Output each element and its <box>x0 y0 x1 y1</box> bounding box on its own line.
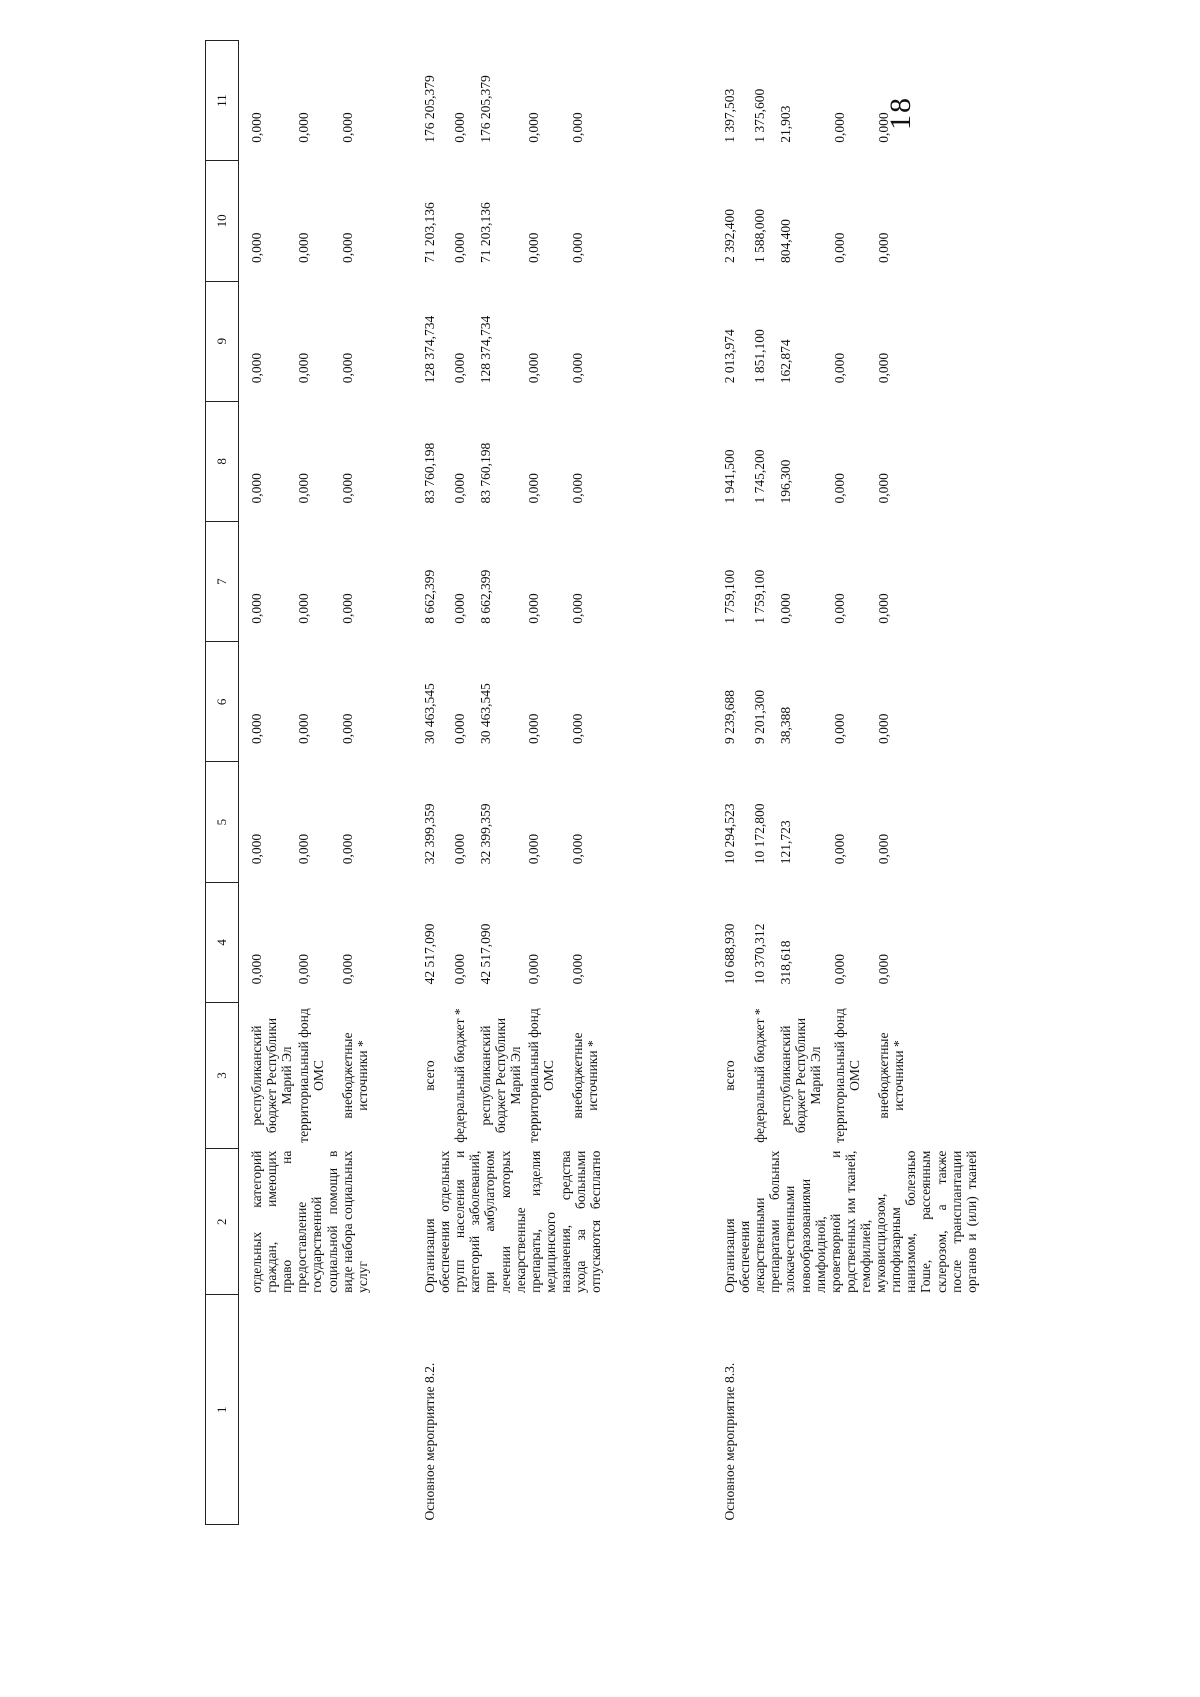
value-cell: 2 013,974 <box>722 329 737 384</box>
value-cell: 128 374,734 <box>422 315 437 384</box>
value-cell: 1 588,000 <box>752 209 767 264</box>
value-cell: 0,000 <box>876 954 891 985</box>
value-cell: 0,000 <box>249 593 264 624</box>
value-cell: 1 941,500 <box>722 449 737 504</box>
table-row <box>239 41 297 1525</box>
funding-source: территориальный фонд ОМС <box>832 1008 863 1143</box>
value-cell: 10 370,312 <box>752 923 767 985</box>
value-cell: 0,000 <box>876 713 891 744</box>
value-cell: 10 688,930 <box>722 923 737 985</box>
value-cell: 804,400 <box>778 219 793 264</box>
value-cell: 0,000 <box>526 954 541 985</box>
value-cell: 8 662,399 <box>422 569 437 624</box>
value-cell: 30 463,545 <box>478 683 493 744</box>
value-cell: 0,000 <box>452 833 467 865</box>
value-cell: 0,000 <box>570 713 585 744</box>
value-cell: 0,000 <box>249 954 264 985</box>
value-cell: 162,874 <box>778 339 793 384</box>
value-cell: 0,000 <box>876 593 891 624</box>
funding-source: федеральный бюджет * <box>752 1008 767 1143</box>
value-cell: 0,000 <box>296 954 311 985</box>
value-cell: 0,000 <box>340 833 355 865</box>
column-header: 7 <box>206 521 239 641</box>
value-cell: 0,000 <box>832 833 847 865</box>
value-cell: 0,000 <box>340 593 355 624</box>
value-cell: 0,000 <box>526 112 541 143</box>
value-cell: 0,000 <box>526 833 541 865</box>
value-cell: 0,000 <box>832 954 847 985</box>
value-cell: 32 399,359 <box>478 803 493 865</box>
funding-source: республиканский бюджет Республики Марий Эл <box>249 1017 295 1134</box>
value-cell: 1 745,200 <box>752 449 767 504</box>
column-header: 8 <box>206 401 239 521</box>
value-cell: 71 203,136 <box>478 202 493 264</box>
value-cell: 0,000 <box>876 833 891 865</box>
value-cell: 1 759,100 <box>752 569 767 624</box>
value-cell: 0,000 <box>296 713 311 744</box>
value-cell: 0,000 <box>526 352 541 384</box>
value-cell: 0,000 <box>249 112 264 143</box>
value-cell: 0,000 <box>526 473 541 504</box>
value-cell: 0,000 <box>570 954 585 985</box>
measure-description: Организация обеспечения отдельных групп населения и категорий заболеваний, при амбулаторном лечении которых лекарственные препараты, изделия медицинского назначения, средства ухода за больными отпускаются бесплатно <box>422 1150 604 1293</box>
value-cell: 0,000 <box>452 593 467 624</box>
value-cell: 121,723 <box>778 820 793 865</box>
value-cell: 0,000 <box>452 954 467 985</box>
rotated-table-container <box>205 40 1025 1525</box>
measure-name: Основное мероприятие 8.2. <box>422 1362 437 1521</box>
budget-table <box>205 40 1056 1525</box>
value-cell: 176 205,379 <box>478 75 493 143</box>
funding-source: всего <box>422 1060 437 1091</box>
value-cell: 0,000 <box>570 833 585 865</box>
value-cell: 0,000 <box>452 713 467 744</box>
column-header: 4 <box>206 882 239 1002</box>
measure-description: отдельных категорий граждан, имеющих право на предоставление государственной социальной помощи в виде набора социальных услуг <box>249 1150 370 1293</box>
funding-source: территориальный фонд ОМС <box>296 1008 327 1143</box>
value-cell: 10 172,800 <box>752 803 767 865</box>
page-number: 18 <box>884 96 917 130</box>
value-cell: 0,000 <box>526 593 541 624</box>
value-cell: 0,000 <box>340 232 355 264</box>
value-cell: 0,000 <box>832 473 847 504</box>
value-cell: 0,000 <box>249 713 264 744</box>
value-cell: 1 851,100 <box>752 329 767 384</box>
value-cell: 0,000 <box>340 112 355 143</box>
value-cell: 0,000 <box>570 232 585 264</box>
value-cell: 42 517,090 <box>422 923 437 985</box>
value-cell: 0,000 <box>340 473 355 504</box>
value-cell: 2 392,400 <box>722 209 737 264</box>
funding-source: республиканский бюджет Республики Марий Эл <box>478 1017 524 1134</box>
value-cell: 0,000 <box>570 473 585 504</box>
column-header: 9 <box>206 281 239 401</box>
value-cell: 0,000 <box>340 352 355 384</box>
value-cell: 0,000 <box>778 593 793 624</box>
value-cell: 0,000 <box>452 232 467 264</box>
value-cell: 0,000 <box>340 713 355 744</box>
value-cell: 0,000 <box>570 593 585 624</box>
value-cell: 0,000 <box>832 232 847 264</box>
value-cell: 0,000 <box>249 352 264 384</box>
value-cell: 1 375,600 <box>752 88 767 143</box>
table-body <box>239 41 1057 1525</box>
value-cell: 71 203,136 <box>422 202 437 264</box>
value-cell: 30 463,545 <box>422 683 437 744</box>
column-header: 6 <box>206 642 239 762</box>
value-cell: 0,000 <box>570 352 585 384</box>
value-cell: 128 374,734 <box>478 315 493 384</box>
column-header: 2 <box>206 1149 239 1295</box>
value-cell: 0,000 <box>340 954 355 985</box>
funding-source: территориальный фонд ОМС <box>526 1008 557 1143</box>
value-cell: 0,000 <box>832 713 847 744</box>
value-cell: 32 399,359 <box>422 803 437 865</box>
value-cell: 0,000 <box>570 112 585 143</box>
value-cell: 38,388 <box>778 706 793 744</box>
funding-source: внебюджетные источники * <box>876 1032 907 1119</box>
funding-source: республиканский бюджет Республики Марий Эл <box>778 1017 824 1134</box>
value-cell: 0,000 <box>296 593 311 624</box>
value-cell: 8 662,399 <box>478 569 493 624</box>
measure-name: Основное мероприятие 8.3. <box>722 1362 737 1521</box>
value-cell: 10 294,523 <box>722 803 737 865</box>
value-cell: 83 760,198 <box>478 442 493 504</box>
table-row <box>690 41 752 1525</box>
value-cell: 0,000 <box>296 232 311 264</box>
value-cell: 0,000 <box>876 352 891 384</box>
value-cell: 1 759,100 <box>722 569 737 624</box>
value-cell: 9 201,300 <box>752 689 767 744</box>
funding-source: внебюджетные источники * <box>340 1032 371 1119</box>
funding-source: внебюджетные источники * <box>570 1032 601 1119</box>
value-cell: 0,000 <box>832 352 847 384</box>
column-header: 5 <box>206 762 239 882</box>
value-cell: 176 205,379 <box>422 75 437 143</box>
value-cell: 0,000 <box>526 713 541 744</box>
funding-source: всего <box>722 1060 737 1091</box>
value-cell: 0,000 <box>249 833 264 865</box>
funding-source: федеральный бюджет * <box>452 1008 467 1143</box>
value-cell: 0,000 <box>452 473 467 504</box>
measure-name <box>239 1295 391 1525</box>
column-header: 10 <box>206 161 239 281</box>
table-row <box>390 41 452 1525</box>
table-header-row <box>206 41 239 1525</box>
value-cell: 0,000 <box>296 833 311 865</box>
measure-description: Организация обеспечения лекарственными препаратами больных злокачественными новообразованиями лимфоидной, кроветворной и родственных им тканей, гемофилией, муковисцидозом, гипофизарным нанизмом, болезнью Гоше, рассеянным склерозом, а также после трансплантации органов и (или) тканей <box>722 1150 979 1293</box>
value-cell: 0,000 <box>452 112 467 143</box>
value-cell: 318,618 <box>778 940 793 985</box>
value-cell: 0,000 <box>296 473 311 504</box>
value-cell: 21,903 <box>778 105 793 143</box>
value-cell: 196,300 <box>778 459 793 504</box>
value-cell: 9 239,688 <box>722 689 737 744</box>
value-cell: 0,000 <box>832 112 847 143</box>
column-header: 1 <box>206 1295 239 1525</box>
value-cell: 0,000 <box>249 473 264 504</box>
value-cell: 0,000 <box>452 352 467 384</box>
value-cell: 0,000 <box>296 112 311 143</box>
value-cell: 42 517,090 <box>478 923 493 985</box>
value-cell: 0,000 <box>296 352 311 384</box>
value-cell: 1 397,503 <box>722 88 737 143</box>
value-cell: 0,000 <box>876 473 891 504</box>
value-cell: 0,000 <box>526 232 541 264</box>
value-cell: 0,000 <box>876 232 891 264</box>
column-header: 11 <box>206 41 239 161</box>
value-cell: 0,000 <box>832 593 847 624</box>
value-cell: 83 760,198 <box>422 442 437 504</box>
value-cell: 0,000 <box>249 232 264 264</box>
column-header: 3 <box>206 1002 239 1148</box>
value-cell: 0,000 <box>876 112 891 143</box>
